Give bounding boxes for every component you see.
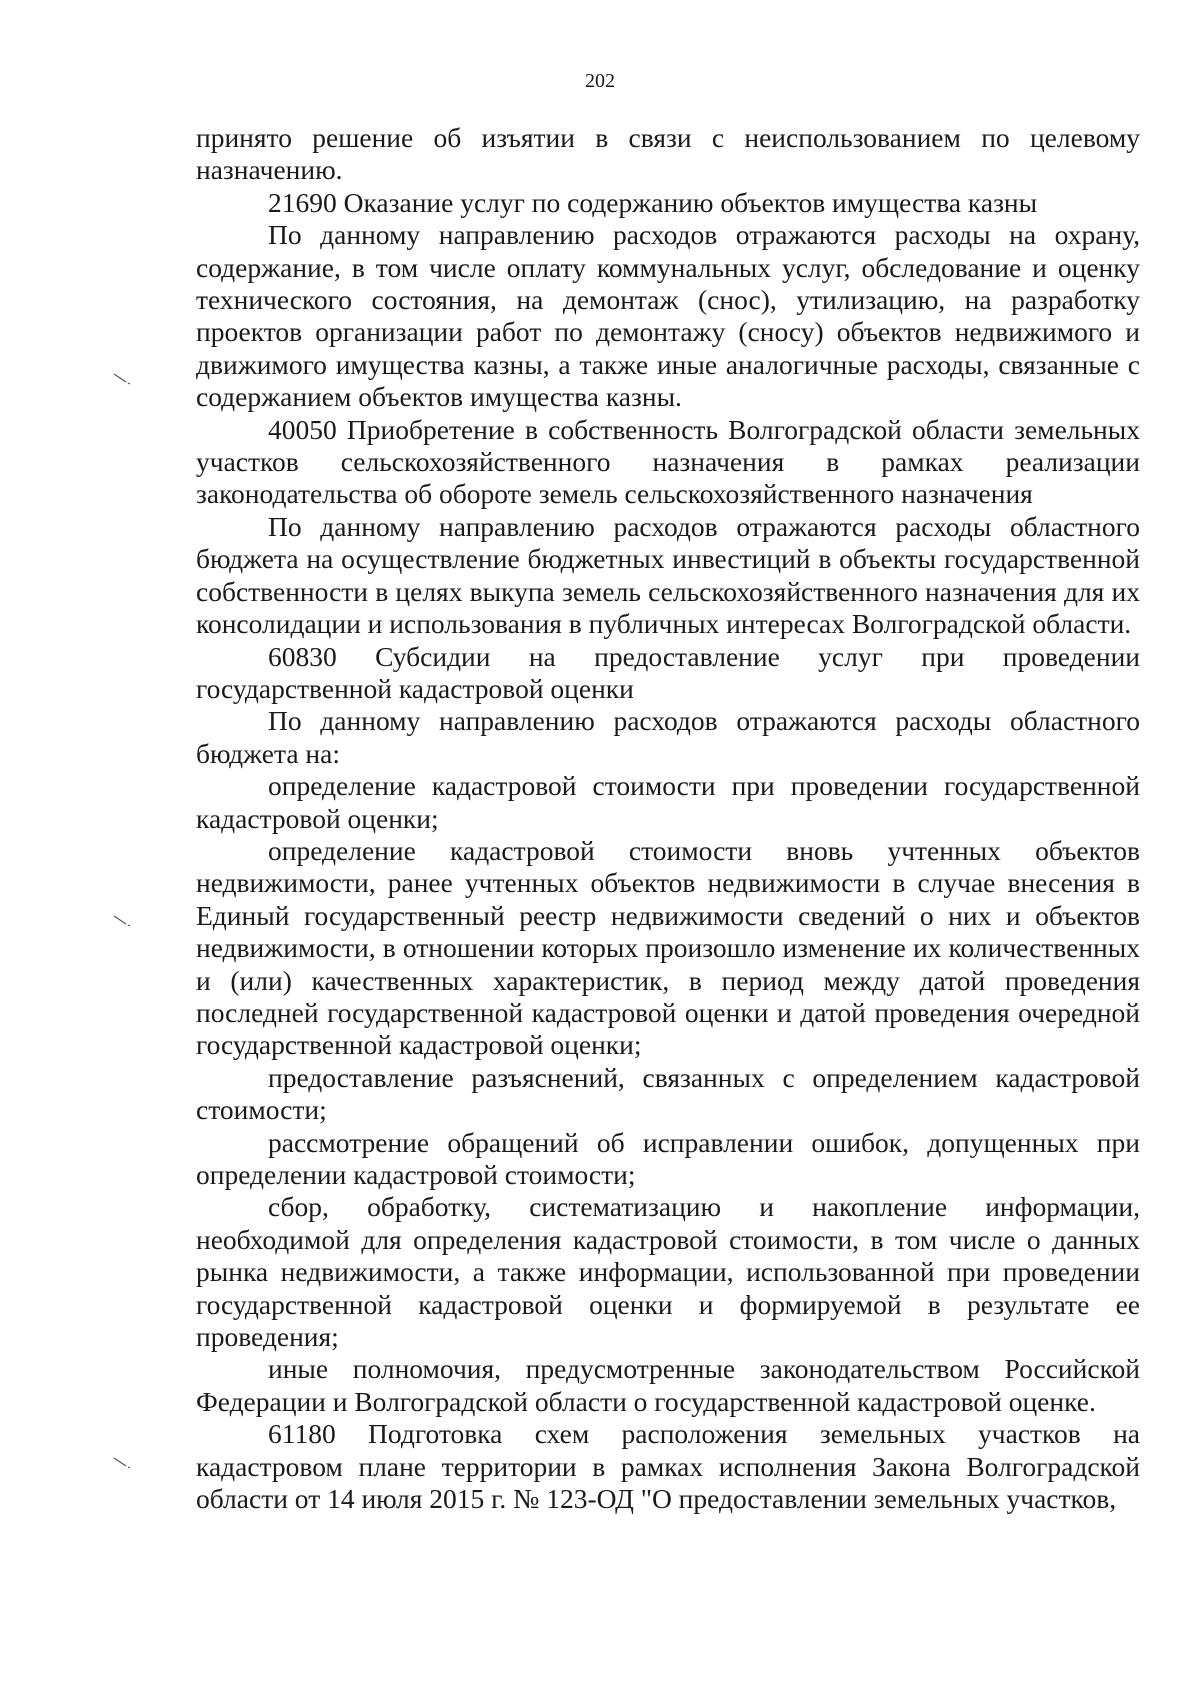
paragraph: По данному направлению расходов отражаются расходы областного бюджета на:	[196, 705, 1140, 769]
section-heading-61180: 61180 Подготовка схем расположения земельных участков на кадастровом плане территории в рамках исполнения Закона Волгоградской области от 14 июля 2015 г. № 123-ОД "О предоставлении земельных участков,	[196, 1418, 1140, 1515]
scan-mark	[112, 372, 134, 386]
list-item: рассмотрение обращений об исправлении ошибок, допущенных при определении кадастровой стоимости;	[196, 1126, 1140, 1190]
list-item: иные полномочия, предусмотренные законодательством Российской Федерации и Волгоградской области о государственной кадастровой оценке.	[196, 1353, 1140, 1417]
scan-mark	[112, 914, 134, 928]
paragraph: принято решение об изъятии в связи с неиспользованием по целевому назначению.	[196, 122, 1140, 186]
list-item: предоставление разъяснений, связанных с определением кадастровой стоимости;	[196, 1061, 1140, 1126]
paragraph: По данному направлению расходов отражаются расходы на охрану, содержание, в том числе оплату коммунальных услуг, обследование и оценку технического состояния, на демонтаж (снос), утилизацию, на разработку проектов организации работ по демонтажу (сносу) объектов недвижимого и движимого имущества казны, а также иные аналогичные расходы, связанные с содержанием объектов имущества казны.	[196, 219, 1140, 413]
document-body	[196, 122, 1140, 1515]
list-item: определение кадастровой стоимости вновь учтенных объектов недвижимости, ранее учтенных объектов недвижимости в случае внесения в Единый государственный реестр недвижимости сведений о них и объектов недвижимости, в отношении которых произошло изменение их количественных и (или) качественных характеристик, в период между датой проведения последней государственной кадастровой оценки и датой проведения очередной государственной кадастровой оценки;	[196, 834, 1140, 1061]
paragraph: По данному направлению расходов отражаются расходы областного бюджета на осуществление бюджетных инвестиций в объекты государственной собственности в целях выкупа земель сельскохозяйственного назначения для их консолидации и использования в публичных интересах Волгоградской области.	[196, 510, 1140, 640]
scan-mark	[112, 1456, 134, 1470]
section-heading-21690: 21690 Оказание услуг по содержанию объектов имущества казны	[268, 186, 1038, 218]
page-number: 202	[585, 70, 615, 92]
section-heading-40050: 40050 Приобретение в собственность Волгоградской области земельных участков сельскохозяйственного назначения в рамках реализации законодательства об обороте земель сельскохозяйственного назначения	[196, 413, 1140, 510]
list-item: сбор, обработку, систематизацию и накопление информации, необходимой для определения кадастровой стоимости, в том числе о данных рынка недвижимости, а также информации, использованной при проведении государственной кадастровой оценки и формируемой в результате ее проведения;	[196, 1191, 1140, 1353]
list-item: определение кадастровой стоимости при проведении государственной кадастровой оценки;	[196, 770, 1140, 834]
section-heading-60830: 60830 Субсидии на предоставление услуг при проведении государственной кадастровой оценки	[196, 640, 1140, 704]
